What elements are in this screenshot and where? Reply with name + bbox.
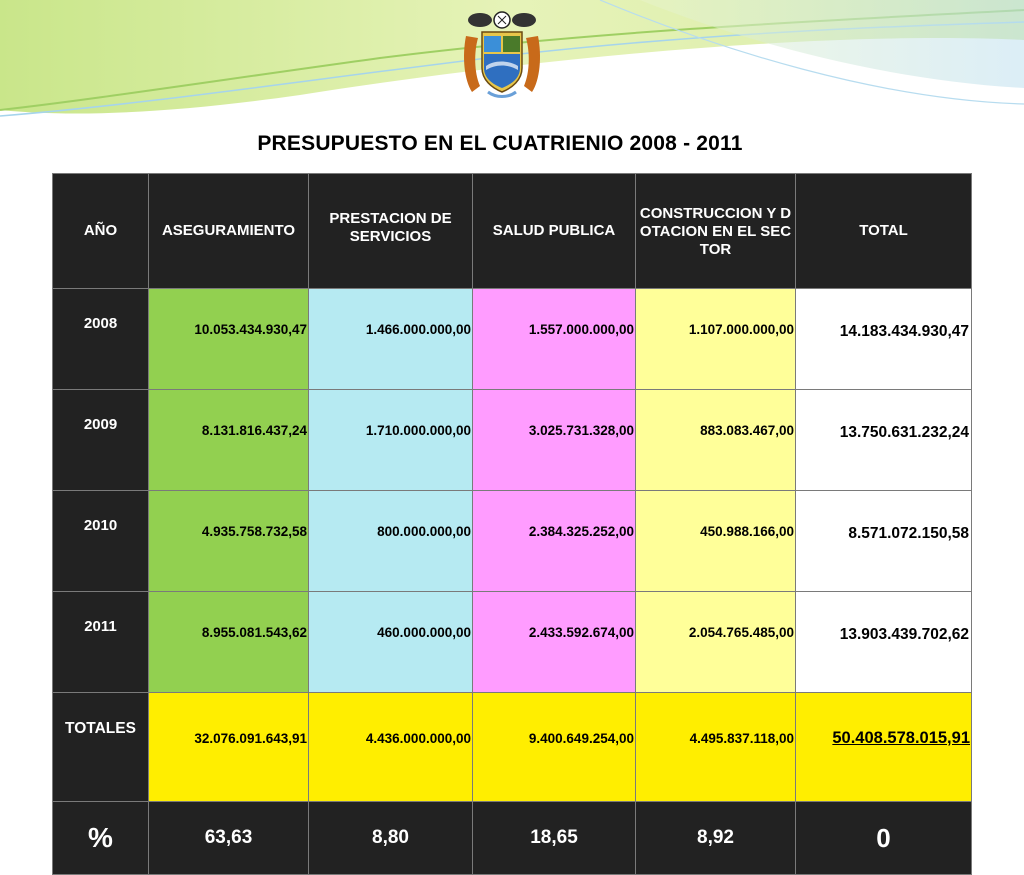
table-row xyxy=(53,491,972,592)
prestacion-cell: 1.466.000.000,00 xyxy=(309,289,473,390)
totals-prestacion-cell: 4.436.000.000,00 xyxy=(309,693,473,802)
municipal-crest-logo xyxy=(458,6,546,104)
percent-construccion-cell: 8,92 xyxy=(636,802,796,875)
totals-label: TOTALES xyxy=(53,693,149,802)
row-total-cell: 14.183.434.930,47 xyxy=(796,289,972,390)
totals-salud-publica-cell: 9.400.649.254,00 xyxy=(473,693,636,802)
grand-total-cell: 50.408.578.015,91 xyxy=(796,693,972,802)
aseguramiento-cell: 10.053.434.930,47 xyxy=(149,289,309,390)
percent-total-cell: 0 xyxy=(796,802,972,875)
percent-label: % xyxy=(53,802,149,875)
salud-publica-cell: 3.025.731.328,00 xyxy=(473,390,636,491)
budget-table-container xyxy=(52,173,972,875)
col-header-construccion: CONSTRUCCION Y DOTACION EN EL SECTOR xyxy=(636,174,796,289)
prestacion-cell: 800.000.000,00 xyxy=(309,491,473,592)
percent-salud-publica-cell: 18,65 xyxy=(473,802,636,875)
col-header-salud-publica: SALUD PUBLICA xyxy=(473,174,636,289)
row-total-cell: 13.903.439.702,62 xyxy=(796,592,972,693)
aseguramiento-cell: 8.955.081.543,62 xyxy=(149,592,309,693)
prestacion-cell: 460.000.000,00 xyxy=(309,592,473,693)
year-cell: 2010 xyxy=(53,491,149,592)
totals-row xyxy=(53,693,972,802)
table-row xyxy=(53,289,972,390)
table-row xyxy=(53,592,972,693)
table-row xyxy=(53,390,972,491)
year-cell: 2009 xyxy=(53,390,149,491)
prestacion-cell: 1.710.000.000,00 xyxy=(309,390,473,491)
percent-aseguramiento-cell: 63,63 xyxy=(149,802,309,875)
col-header-total: TOTAL xyxy=(796,174,972,289)
col-header-year: AÑO xyxy=(53,174,149,289)
construccion-cell: 450.988.166,00 xyxy=(636,491,796,592)
construccion-cell: 883.083.467,00 xyxy=(636,390,796,491)
page-title: PRESUPUESTO EN EL CUATRIENIO 2008 - 2011 xyxy=(257,132,743,155)
salud-publica-cell: 2.384.325.252,00 xyxy=(473,491,636,592)
budget-table xyxy=(52,173,972,875)
aseguramiento-cell: 8.131.816.437,24 xyxy=(149,390,309,491)
col-header-prestacion: PRESTACION DE SERVICIOS xyxy=(309,174,473,289)
aseguramiento-cell: 4.935.758.732,58 xyxy=(149,491,309,592)
year-cell: 2011 xyxy=(53,592,149,693)
year-cell: 2008 xyxy=(53,289,149,390)
row-total-cell: 8.571.072.150,58 xyxy=(796,491,972,592)
salud-publica-cell: 2.433.592.674,00 xyxy=(473,592,636,693)
percent-prestacion-cell: 8,80 xyxy=(309,802,473,875)
totals-aseguramiento-cell: 32.076.091.643,91 xyxy=(149,693,309,802)
row-total-cell: 13.750.631.232,24 xyxy=(796,390,972,491)
percent-row xyxy=(53,802,972,875)
totals-construccion-cell: 4.495.837.118,00 xyxy=(636,693,796,802)
construccion-cell: 1.107.000.000,00 xyxy=(636,289,796,390)
col-header-aseguramiento: ASEGURAMIENTO xyxy=(149,174,309,289)
table-header-row xyxy=(53,174,972,289)
salud-publica-cell: 1.557.000.000,00 xyxy=(473,289,636,390)
construccion-cell: 2.054.765.485,00 xyxy=(636,592,796,693)
